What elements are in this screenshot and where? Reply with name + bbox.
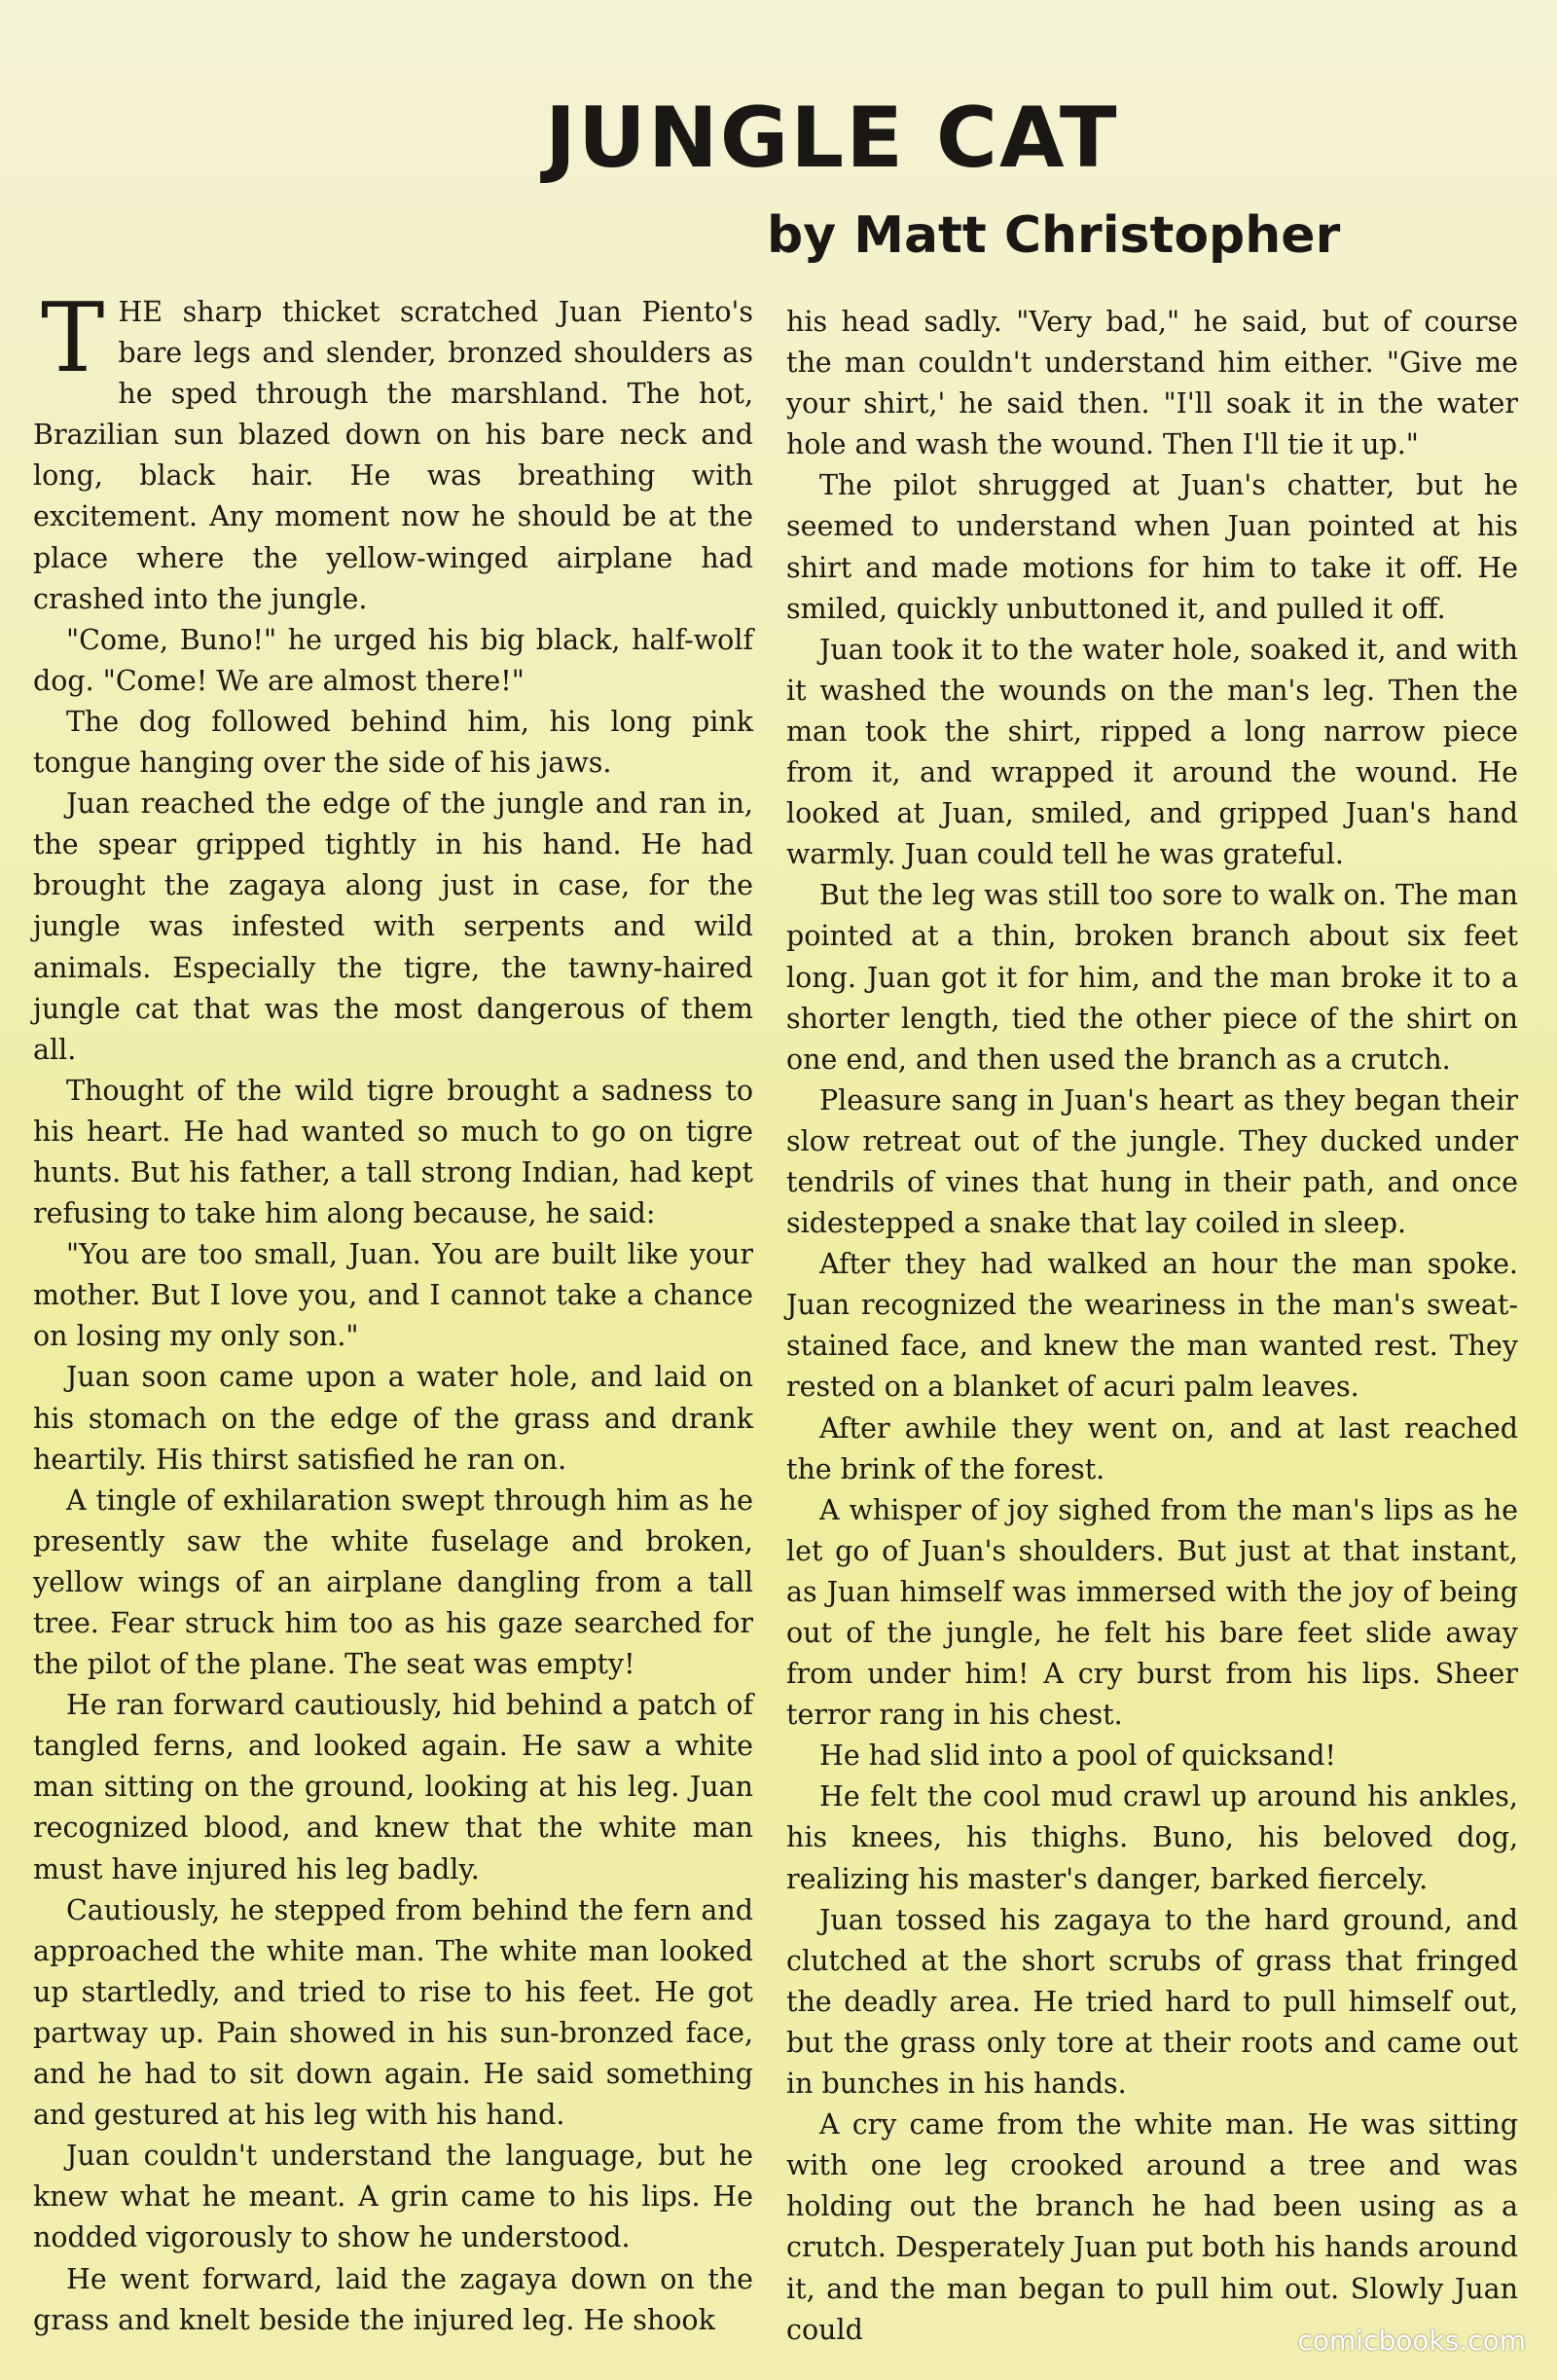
paragraph: The pilot shrugged at Juan's chatter, but he seemed to understand when Juan pointed at his shirt and made motions for him to take it off. He smiled, quickly unbuttoned it, and pulled it off. bbox=[786, 469, 1518, 625]
paragraph: Juan reached the edge of the jungle and ran in, the spear gripped tightly in his hand. He had brought the zagaya along just in case, for the jungle was infested with serpents and wild animals. Especially the tigre, the tawny-haired jungle cat that was the most dangerous of them all. bbox=[33, 787, 753, 1066]
paragraph: "Come, Buno!" he urged his big black, half-wolf dog. "Come! We are almost there!" bbox=[33, 623, 753, 697]
paragraph: Cautiously, he stepped from behind the fern and approached the white man. The white man looked up startledly, and tried to rise to his feet. He got partway up. Pain showed in his sun-bronzed face, and he had to sit down again. He said something and gestured at his leg with his hand. bbox=[33, 1893, 753, 2132]
paragraph: The dog followed behind him, his long pink tongue hanging over the side of his jaws. bbox=[33, 705, 753, 780]
paragraph: After awhile they went on, and at last reached the brink of the forest. bbox=[786, 1411, 1518, 1485]
story-title: JUNGLE CAT bbox=[545, 90, 1119, 187]
paragraph: Juan tossed his zagaya to the hard ground, and clutched at the short scrubs of grass that fringed the deadly area. He tried hard to pull himself out, but the grass only tore at their roots and came out in bunches in his hands. bbox=[786, 1903, 1518, 2101]
paragraph: He went forward, laid the zagaya down on the grass and knelt beside the injured leg. He shook bbox=[33, 2262, 753, 2336]
site-watermark: comicbooks.com bbox=[1297, 2325, 1526, 2357]
paragraph: A whisper of joy sighed from the man's lips as he let go of Juan's shoulders. But just at that instant, as Juan himself was immersed with the joy of being out of the jungle, he felt his bare feet slide away from under him! A cry burst from his lips. Sheer terror rang in his chest. bbox=[786, 1493, 1518, 1732]
paragraph: THE sharp thicket scratched Juan Piento's bare legs and slender, bronzed shoulders as he sped through the marshland. The hot, Brazilian sun blazed down on his bare neck and long, black hair. He was breathing with excitement. Any moment now he should be at the place where the yellow-winged airplane had crashed into the jungle. bbox=[33, 283, 753, 615]
paragraph: "You are too small, Juan. You are built like your mother. But I love you, and I cannot take a chance on losing my only son." bbox=[33, 1238, 753, 1353]
paragraph: Juan couldn't understand the language, but he knew what he meant. A grin came to his lips. He nodded vigorously to show he understood. bbox=[33, 2140, 753, 2254]
paragraph: But the leg was still too sore to walk on. The man pointed at a thin, broken branch about six feet long. Juan got it for him, and the man broke it to a shorter length, tied the other piece of the shirt on one end, and then used the branch as a crutch. bbox=[786, 879, 1518, 1076]
paragraph: He had slid into a pool of quicksand! bbox=[819, 1739, 1336, 1773]
paragraph: He ran forward cautiously, hid behind a patch of tangled ferns, and looked again. He saw a white man sitting on the ground, looking at his leg. Juan recognized blood, and knew that the white man must have injured his leg badly. bbox=[33, 1689, 753, 1886]
drop-cap: T bbox=[41, 283, 105, 394]
paragraph: Juan soon came upon a water hole, and laid on his stomach on the edge of the grass and drank heartily. His thirst satisfied he ran on. bbox=[33, 1361, 753, 1476]
paragraph: Pleasure sang in Juan's heart as they began their slow retreat out of the jungle. They ducked under tendrils of vines that hung in their path, and once sidestepped a snake that lay coiled in sleep. bbox=[786, 1083, 1518, 1240]
paragraph: Juan took it to the water hole, soaked it, and with it washed the wounds on the man's leg. Then the man took the shirt, ripped a long narrow piece from it, and wrapped it around the wound. He looked at Juan, smiled, and gripped Juan's hand warmly. Juan could tell he was grateful. bbox=[786, 633, 1518, 871]
story-byline: by Matt Christopher bbox=[767, 206, 1341, 265]
paragraph: He felt the cool mud crawl up around his ankles, his knees, his thighs. Buno, his beloved dog, realizing his master's danger, barked fiercely. bbox=[786, 1780, 1518, 1895]
left-column bbox=[33, 283, 753, 2341]
paragraph: Thought of the wild tigre brought a sadness to his heart. He had wanted so much to go on tigre hunts. But his father, a tall strong Indian, had kept refusing to take him along because, he said: bbox=[33, 1074, 753, 1230]
paragraph: his head sadly. "Very bad," he said, but of course the man couldn't understand him either. "Give me your shirt,' he said then. "I'll soak it in the water hole and wash the wound. Then I'll tie it up." bbox=[786, 306, 1518, 461]
right-column bbox=[786, 302, 1518, 2351]
paragraph: A tingle of exhilaration swept through him as he presently saw the white fuselage and broken, yellow wings of an airplane dangling from a tall tree. Fear struck him too as his gaze searched for the pilot of the plane. The seat was empty! bbox=[33, 1483, 753, 1681]
paragraph: A cry came from the white man. He was sitting with one leg crooked around a tree and was holding out the branch he had been using as a crutch. Desperately Juan put both his hands around it, and the man began to pull him out. Slowly Juan could bbox=[786, 2108, 1518, 2346]
paragraph: After they had walked an hour the man spoke. Juan recognized the weariness in the man's sweat-stained face, and knew the man wanted rest. They rested on a blanket of acuri palm leaves. bbox=[786, 1248, 1518, 1404]
